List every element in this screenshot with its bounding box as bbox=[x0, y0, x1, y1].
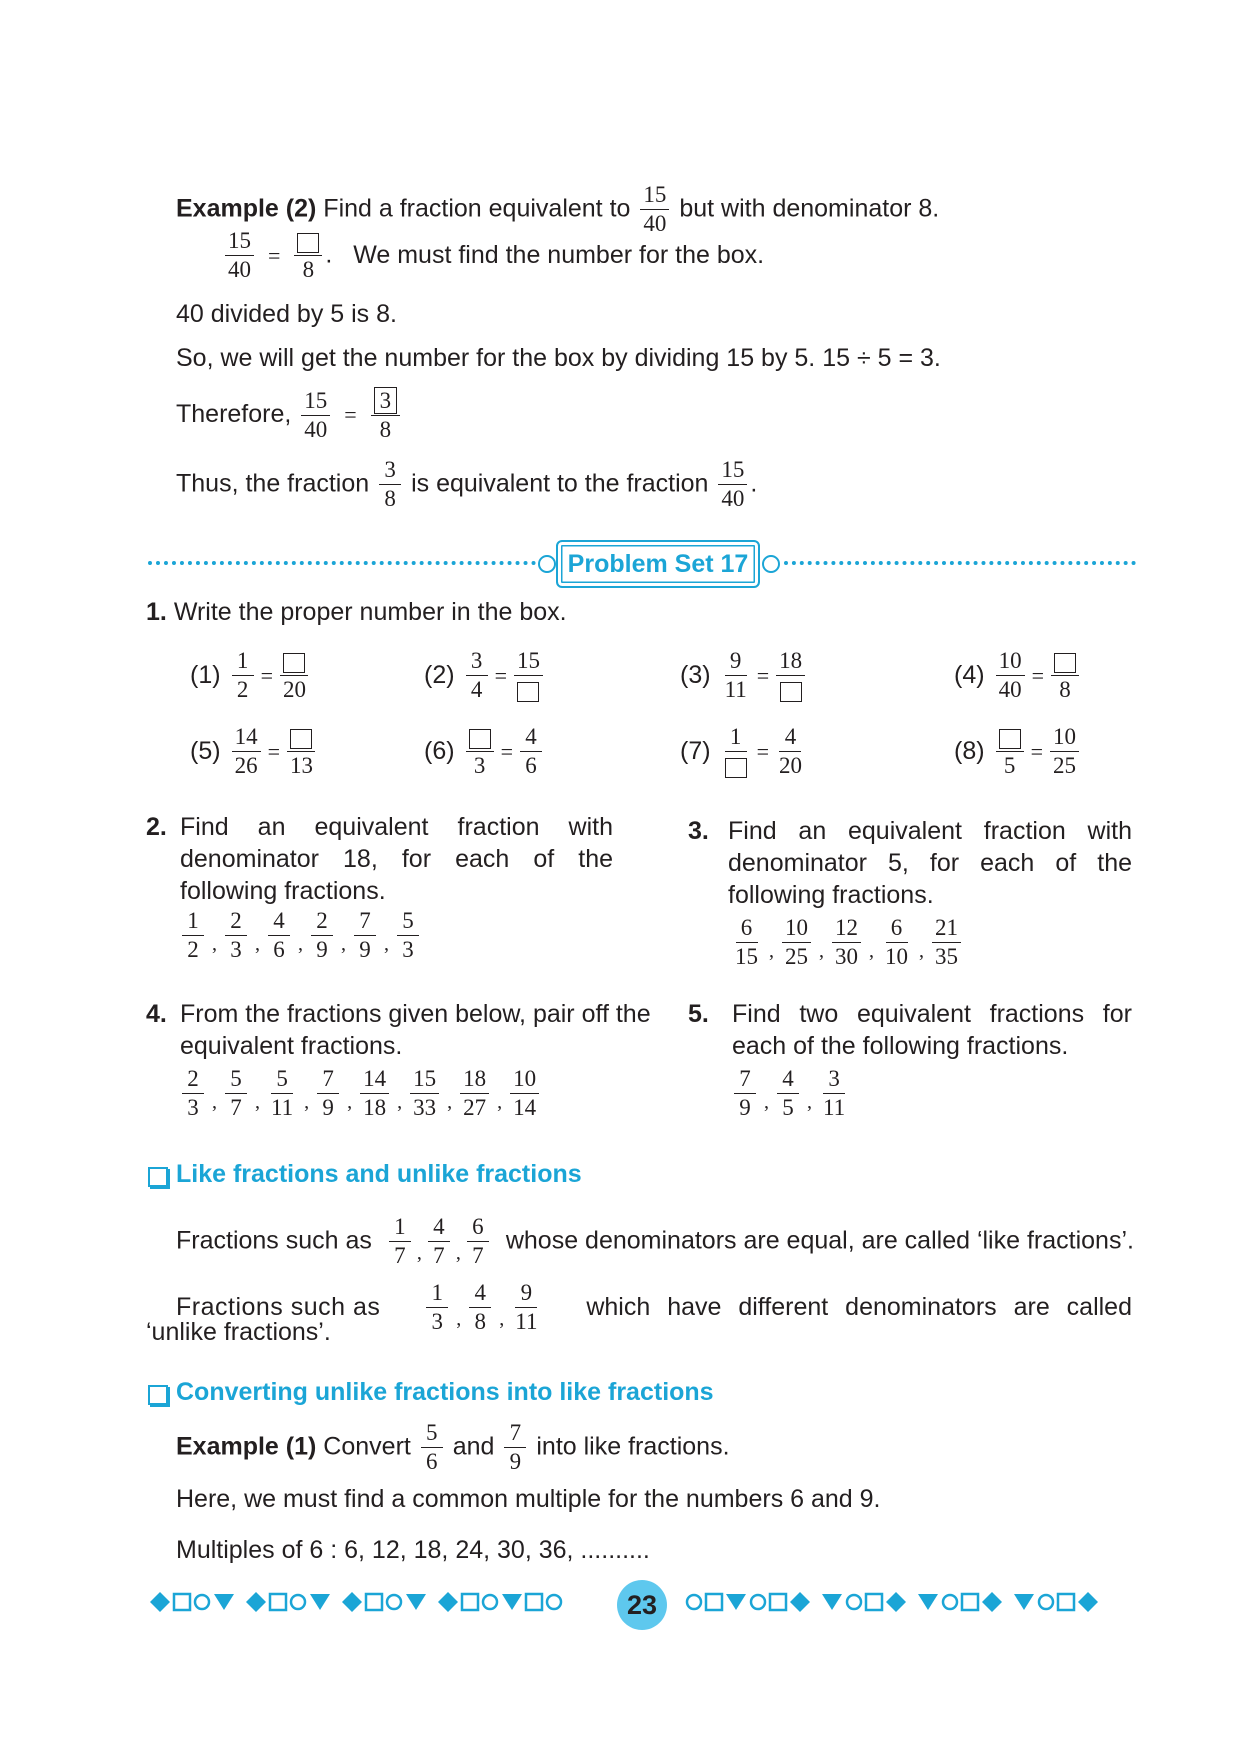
comma: , bbox=[397, 1091, 403, 1114]
triangle-shape bbox=[726, 1594, 746, 1610]
like-paragraph-1: Fractions such as $\frac{1}{7}$ $_,$ $\frac{4}{7}$ $_,$ $\frac{6}{7}$ whose denominators are equal, are called ‘like fractions’. bbox=[176, 1214, 1134, 1269]
fraction: $\frac{10}{25}$ bbox=[1050, 724, 1079, 780]
example2-line2: 40 divided by 5 is 8. bbox=[176, 300, 397, 328]
fraction: $\frac{10}{14}$ bbox=[510, 1066, 539, 1122]
square-shape bbox=[174, 1594, 190, 1610]
diamond-shape bbox=[246, 1592, 266, 1612]
comma: , bbox=[869, 940, 874, 963]
comma: , bbox=[919, 940, 924, 963]
q5-line1: Find two equivalent fractions for bbox=[732, 1000, 1132, 1028]
diamond-shape bbox=[790, 1592, 810, 1612]
circle-shape bbox=[943, 1595, 957, 1609]
circle-shape bbox=[195, 1595, 209, 1609]
fraction: $\frac{4}{6}$ bbox=[520, 724, 542, 780]
q3-number: 3. bbox=[688, 817, 709, 845]
q3-fractions bbox=[728, 915, 965, 971]
comma: , bbox=[212, 933, 217, 956]
like-paragraph-2: Fractions such as $\frac{1}{3}$ $_,$ $\frac{4}{8}$ $_,$ $\frac{9}{11}$ which have different denominators are called bbox=[176, 1280, 1132, 1335]
fraction: $\frac{1}{2}$ bbox=[232, 648, 254, 704]
example2-line1-text: We must find the number for the box. bbox=[353, 240, 765, 269]
fraction: $\frac{2}{9}$ bbox=[311, 908, 333, 964]
q5-number: 5. bbox=[688, 1000, 709, 1028]
fraction: 1 bbox=[722, 724, 750, 780]
answer-box bbox=[290, 729, 312, 749]
q2-line2: denominator 18, for each of the bbox=[180, 845, 613, 873]
q1-item: (2) $\frac{3}{4}$ = 15 bbox=[424, 648, 546, 704]
answer-box bbox=[780, 682, 802, 702]
comma: , bbox=[456, 1307, 462, 1330]
q1-item: (3) $\frac{9}{11}$ = 18 bbox=[680, 648, 808, 704]
fraction: $\frac{6}{10}$ bbox=[885, 915, 908, 970]
triangle-shape bbox=[822, 1594, 842, 1610]
example2-text-a: Find a fraction equivalent to bbox=[323, 194, 631, 223]
fraction: $\frac{4}{8}$ bbox=[469, 1280, 491, 1336]
convert-heading: Converting unlike fractions into like fractions bbox=[176, 1378, 714, 1406]
fraction: $\frac{15}{40}$ bbox=[225, 228, 254, 284]
square-shape bbox=[770, 1594, 786, 1610]
q5-line2: each of the following fractions. bbox=[732, 1032, 1069, 1060]
answer-box bbox=[517, 682, 539, 702]
answer-box bbox=[1054, 653, 1076, 673]
footer-ornament-left bbox=[146, 1588, 606, 1616]
square-shape bbox=[526, 1594, 542, 1610]
problem-set-title: Problem Set 17 bbox=[567, 549, 749, 578]
fraction: $\frac{15}{40}$ bbox=[301, 388, 330, 444]
banner-ring-right bbox=[762, 555, 780, 573]
comma: , bbox=[455, 1241, 461, 1264]
q4-line2: equivalent fractions. bbox=[180, 1032, 403, 1060]
comma: , bbox=[384, 933, 389, 956]
square-shape bbox=[866, 1594, 882, 1610]
fraction: 13 bbox=[287, 724, 316, 780]
q3-line3: following fractions. bbox=[728, 881, 934, 909]
comma: , bbox=[819, 940, 824, 963]
fraction: $\frac{3}{8}$ bbox=[379, 457, 401, 513]
circle-shape bbox=[547, 1595, 561, 1609]
fraction: $\frac{3}{11}$ bbox=[823, 1066, 846, 1121]
fraction: $\frac{7}{9}$ bbox=[354, 908, 376, 964]
q2-number: 2. bbox=[146, 813, 167, 841]
q2-line1: Find an equivalent fraction with bbox=[180, 813, 613, 841]
fraction: $\frac{2}{3}$ bbox=[225, 908, 247, 964]
fraction: $\frac{10}{40}$ bbox=[996, 648, 1025, 704]
fraction: $\frac{4}{20}$ bbox=[778, 724, 802, 779]
q1-item: (6) 3 = $\frac{4}{6}$ bbox=[424, 724, 545, 780]
fraction: $\frac{5}{11}$ bbox=[271, 1066, 294, 1121]
fraction: 15 bbox=[514, 648, 543, 704]
fraction: $\frac{7}{9}$ bbox=[734, 1066, 756, 1122]
section-bullet-icon bbox=[148, 1385, 168, 1405]
triangle-shape bbox=[502, 1594, 522, 1610]
fraction: 3 bbox=[466, 724, 494, 780]
fraction: $\frac{1}{7}$ bbox=[389, 1214, 411, 1270]
fraction: $\frac{6}{15}$ bbox=[735, 915, 758, 970]
problem-set-banner bbox=[556, 540, 760, 588]
comma: , bbox=[416, 1241, 422, 1264]
triangle-shape bbox=[214, 1594, 234, 1610]
footer-ornament-right bbox=[682, 1588, 1142, 1616]
example2-label: Example (2) bbox=[176, 194, 317, 223]
fraction: $\frac{7}{9}$ bbox=[317, 1066, 339, 1122]
circle-shape bbox=[687, 1595, 701, 1609]
triangle-shape bbox=[918, 1594, 938, 1610]
triangle-shape bbox=[310, 1594, 330, 1610]
answer-box bbox=[999, 729, 1021, 749]
fraction-with-box: 8 bbox=[294, 228, 322, 284]
square-shape bbox=[366, 1594, 382, 1610]
example2-equation: $\frac{15}{40}$ = 8 . We must find the number for the box. bbox=[222, 228, 764, 284]
fraction: 5 bbox=[996, 724, 1024, 780]
triangle-shape bbox=[406, 1594, 426, 1610]
q5-fractions bbox=[730, 1066, 852, 1122]
convert-line2: Multiples of 6 : 6, 12, 18, 24, 30, 36, .......... bbox=[176, 1536, 650, 1564]
fraction: $\frac{14}{26}$ bbox=[232, 724, 261, 780]
circle-shape bbox=[751, 1595, 765, 1609]
divider-left bbox=[148, 561, 544, 565]
comma: , bbox=[341, 933, 346, 956]
page-number-badge bbox=[617, 1580, 667, 1630]
convert-example: Example (1) Convert $\frac{5}{6}$ and $\frac{7}{9}$ into like fractions. bbox=[176, 1420, 730, 1475]
q4-number: 4. bbox=[146, 1000, 167, 1028]
fraction: $\frac{3}{4}$ bbox=[466, 648, 488, 704]
q1-item: (1) $\frac{1}{2}$ = 20 bbox=[190, 648, 312, 704]
diamond-shape bbox=[886, 1592, 906, 1612]
fraction: $\frac{9}{11}$ bbox=[724, 648, 747, 703]
comma: , bbox=[769, 940, 774, 963]
circle-shape bbox=[847, 1595, 861, 1609]
banner-ring-left bbox=[538, 555, 556, 573]
fraction: $\frac{4}{7}$ bbox=[428, 1214, 450, 1270]
circle-shape bbox=[483, 1595, 497, 1609]
comma: , bbox=[499, 1307, 505, 1330]
square-shape bbox=[462, 1594, 478, 1610]
q1-item: (4) $\frac{10}{40}$ = 8 bbox=[954, 648, 1082, 704]
example2-thus: Thus, the fraction $\frac{3}{8}$ is equivalent to the fraction $\frac{15}{40}$ . bbox=[176, 457, 758, 512]
fraction: $\frac{15}{40}$ bbox=[718, 457, 747, 513]
fraction: $\frac{1}{2}$ bbox=[182, 908, 204, 964]
example2-therefore: Therefore, $\frac{15}{40}$ = $\frac{3}{8}$ bbox=[176, 387, 403, 444]
answer-box bbox=[725, 758, 747, 778]
fraction: 18 bbox=[776, 648, 805, 704]
example2-line3: So, we will get the number for the box by dividing 15 by 5. 15 ÷ 5 = 3. bbox=[176, 344, 941, 372]
answer-box bbox=[297, 233, 319, 253]
q1-item: (7) 1 = $\frac{4}{20}$ bbox=[680, 724, 808, 780]
comma: , bbox=[447, 1091, 453, 1114]
convert-line1: Here, we must find a common multiple for the numbers 6 and 9. bbox=[176, 1485, 881, 1513]
section-bullet-icon bbox=[148, 1167, 168, 1187]
circle-shape bbox=[291, 1595, 305, 1609]
answer-box bbox=[469, 729, 491, 749]
fraction-answer: $\frac{3}{8}$ bbox=[371, 387, 401, 444]
comma: , bbox=[255, 1091, 260, 1114]
comma: , bbox=[304, 1091, 310, 1114]
like-paragraph-2-end: ‘unlike fractions’. bbox=[146, 1318, 331, 1346]
square-shape bbox=[962, 1594, 978, 1610]
q3-line2: denominator 5, for each of the bbox=[728, 849, 1132, 877]
fraction: $\frac{10}{25}$ bbox=[782, 915, 811, 971]
comma: , bbox=[212, 1091, 217, 1114]
diamond-shape bbox=[150, 1592, 170, 1612]
circle-shape bbox=[1039, 1595, 1053, 1609]
comma: , bbox=[255, 933, 260, 956]
fraction: $\frac{1}{3}$ bbox=[426, 1280, 448, 1336]
diamond-shape bbox=[982, 1592, 1002, 1612]
ornament-svg bbox=[682, 1588, 1142, 1616]
comma: , bbox=[764, 1091, 769, 1114]
fraction: $\frac{6}{7}$ bbox=[467, 1214, 489, 1270]
fraction: $\frac{9}{11}$ bbox=[515, 1280, 538, 1335]
fraction: $\frac{5}{6}$ bbox=[421, 1420, 443, 1476]
divider-right bbox=[784, 561, 1136, 565]
answer-box bbox=[283, 653, 305, 673]
comma: , bbox=[807, 1091, 812, 1114]
fraction: $\frac{14}{18}$ bbox=[360, 1066, 389, 1122]
q2-line3: following fractions. bbox=[180, 877, 386, 905]
page-number: 23 bbox=[626, 1589, 658, 1620]
comma: , bbox=[347, 1091, 353, 1114]
q4-fractions bbox=[178, 1066, 543, 1122]
fraction: $\frac{15}{33}$ bbox=[410, 1066, 439, 1122]
q1-item: (5) $\frac{14}{26}$ = 13 bbox=[190, 724, 319, 780]
example2-text-b: but with denominator 8. bbox=[679, 194, 940, 223]
fraction: $\frac{4}{5}$ bbox=[777, 1066, 799, 1122]
fraction: $\frac{5}{3}$ bbox=[397, 908, 419, 964]
comma: , bbox=[298, 933, 303, 956]
fraction: 20 bbox=[280, 648, 309, 704]
circle-shape bbox=[387, 1595, 401, 1609]
triangle-shape bbox=[1014, 1594, 1034, 1610]
fraction: $\frac{12}{30}$ bbox=[832, 915, 861, 971]
fraction: 8 bbox=[1051, 648, 1079, 704]
q1-item: (8) 5 = $\frac{10}{25}$ bbox=[954, 724, 1082, 780]
q1-heading: 1. Write the proper number in the box. bbox=[146, 598, 567, 626]
diamond-shape bbox=[438, 1592, 458, 1612]
q2-fractions bbox=[178, 908, 423, 964]
fraction: $\frac{15}{40}$ bbox=[640, 182, 669, 238]
square-shape bbox=[1058, 1594, 1074, 1610]
fraction: $\frac{7}{9}$ bbox=[504, 1420, 526, 1476]
fraction: $\frac{4}{6}$ bbox=[268, 908, 290, 964]
fraction: $\frac{2}{3}$ bbox=[182, 1066, 204, 1122]
like-heading: Like fractions and unlike fractions bbox=[176, 1160, 582, 1188]
square-shape bbox=[270, 1594, 286, 1610]
q4-line1: From the fractions given below, pair off the bbox=[180, 1000, 651, 1028]
square-shape bbox=[706, 1594, 722, 1610]
fraction: $\frac{18}{27}$ bbox=[460, 1066, 489, 1122]
q3-line1: Find an equivalent fraction with bbox=[728, 817, 1132, 845]
ornament-svg bbox=[146, 1588, 606, 1616]
fraction: $\frac{5}{7}$ bbox=[225, 1066, 247, 1122]
fraction: $\frac{21}{35}$ bbox=[932, 915, 961, 971]
diamond-shape bbox=[1078, 1592, 1098, 1612]
comma: , bbox=[497, 1091, 503, 1114]
diamond-shape bbox=[342, 1592, 362, 1612]
